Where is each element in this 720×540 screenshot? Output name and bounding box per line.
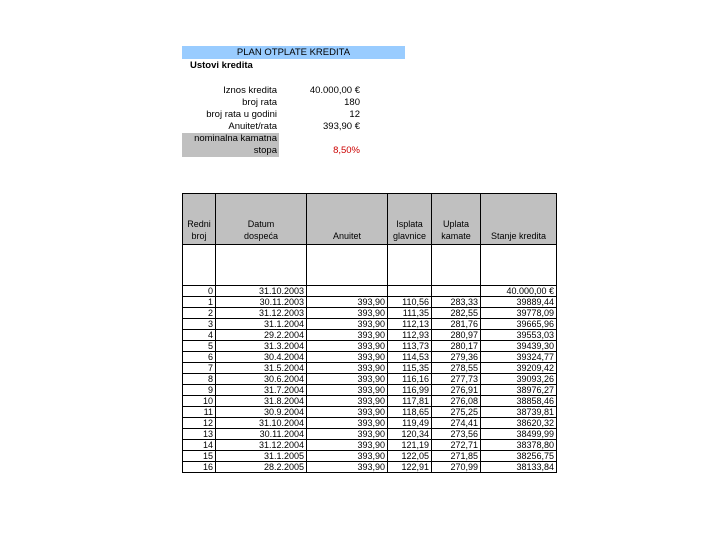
table-cell: 7	[183, 363, 216, 374]
table-cell: 393,90	[307, 462, 388, 473]
table-cell: 38256,75	[481, 451, 557, 462]
table-cell: 15	[183, 451, 216, 462]
table-row	[183, 385, 557, 396]
table-cell: 279,36	[432, 352, 481, 363]
table-cell: 393,90	[307, 297, 388, 308]
table-cell: 393,90	[307, 374, 388, 385]
header-cell: Datum dospeća	[216, 194, 307, 245]
table-cell: 3	[183, 319, 216, 330]
table-cell: 38858,46	[481, 396, 557, 407]
param-value: 393,90 €	[323, 121, 360, 132]
header-cell: Anuitet	[307, 194, 388, 245]
table-cell: 120,34	[388, 429, 432, 440]
param-value: 180	[344, 97, 360, 108]
header-cell: Stanje kredita	[481, 194, 557, 245]
table-cell: 30.4.2004	[216, 352, 307, 363]
table-cell: 31.5.2004	[216, 363, 307, 374]
table-cell: 38499,99	[481, 429, 557, 440]
table-cell: 118,65	[388, 407, 432, 418]
table-cell: 283,33	[432, 297, 481, 308]
table-cell	[388, 286, 432, 297]
table-cell: 280,17	[432, 341, 481, 352]
table-cell: 4	[183, 330, 216, 341]
table-cell: 10	[183, 396, 216, 407]
table-cell: 13	[183, 429, 216, 440]
table-cell: 30.11.2003	[216, 297, 307, 308]
table-cell: 121,19	[388, 440, 432, 451]
table-cell: 0	[183, 286, 216, 297]
table-cell: 277,73	[432, 374, 481, 385]
table-cell: 276,08	[432, 396, 481, 407]
table-cell: 31.8.2004	[216, 396, 307, 407]
table-cell: 393,90	[307, 363, 388, 374]
table-cell: 280,97	[432, 330, 481, 341]
table-cell: 39778,09	[481, 308, 557, 319]
table-cell: 31.12.2003	[216, 308, 307, 319]
table-cell: 40.000,00 €	[481, 286, 557, 297]
param-label: Iznos kredita	[223, 85, 277, 96]
table-cell: 38378,80	[481, 440, 557, 451]
table-row	[183, 352, 557, 363]
table-cell: 39553,03	[481, 330, 557, 341]
table-cell: 38620,32	[481, 418, 557, 429]
table-cell: 31.3.2004	[216, 341, 307, 352]
table-row	[183, 462, 557, 473]
table-cell: 117,81	[388, 396, 432, 407]
table-cell: 2	[183, 308, 216, 319]
table-cell: 31.1.2004	[216, 319, 307, 330]
table-cell: 119,49	[388, 418, 432, 429]
table-row	[183, 418, 557, 429]
table-row	[183, 451, 557, 462]
table-cell: 31.7.2004	[216, 385, 307, 396]
table-cell: 38739,81	[481, 407, 557, 418]
table-cell: 393,90	[307, 451, 388, 462]
rate-label-line2: stopa	[253, 145, 277, 156]
table-cell: 393,90	[307, 352, 388, 363]
table-cell: 114,53	[388, 352, 432, 363]
table-cell: 393,90	[307, 429, 388, 440]
table-cell: 39665,96	[481, 319, 557, 330]
param-value: 12	[349, 109, 360, 120]
table-cell: 274,41	[432, 418, 481, 429]
table-row	[183, 374, 557, 385]
table-cell: 393,90	[307, 385, 388, 396]
conditions-heading: Ustovi kredita	[190, 60, 253, 71]
table-cell: 8	[183, 374, 216, 385]
table-cell: 270,99	[432, 462, 481, 473]
table-cell: 29.2.2004	[216, 330, 307, 341]
table-cell: 393,90	[307, 308, 388, 319]
amortization-table	[182, 193, 557, 473]
table-cell: 39889,44	[481, 297, 557, 308]
table-cell: 39439,30	[481, 341, 557, 352]
param-value: 40.000,00 €	[309, 85, 360, 96]
table-cell: 116,16	[388, 374, 432, 385]
table-row	[183, 407, 557, 418]
table-cell: 39324,77	[481, 352, 557, 363]
table-cell: 1	[183, 297, 216, 308]
table-cell: 275,25	[432, 407, 481, 418]
table-cell: 14	[183, 440, 216, 451]
table-cell: 393,90	[307, 341, 388, 352]
table-row	[183, 286, 557, 297]
table-row	[183, 308, 557, 319]
table-cell: 276,91	[432, 385, 481, 396]
table-cell: 31.10.2003	[216, 286, 307, 297]
table-cell: 393,90	[307, 319, 388, 330]
table-cell: 9	[183, 385, 216, 396]
table-cell: 393,90	[307, 418, 388, 429]
table-row	[183, 396, 557, 407]
table-cell: 38133,84	[481, 462, 557, 473]
table-cell: 122,91	[388, 462, 432, 473]
header-cell: Redni broj	[183, 194, 216, 245]
table-row	[183, 297, 557, 308]
table-cell: 6	[183, 352, 216, 363]
table-cell	[307, 286, 388, 297]
rate-value: 8,50%	[333, 145, 360, 156]
table-cell: 16	[183, 462, 216, 473]
table-row	[183, 363, 557, 374]
table-cell: 112,13	[388, 319, 432, 330]
table-row	[183, 330, 557, 341]
table-row	[183, 429, 557, 440]
table-cell: 31.12.2004	[216, 440, 307, 451]
table-cell: 5	[183, 341, 216, 352]
table-cell: 282,55	[432, 308, 481, 319]
table-cell: 278,55	[432, 363, 481, 374]
table-cell: 38976,27	[481, 385, 557, 396]
table-cell: 31.10.2004	[216, 418, 307, 429]
plan-title: PLAN OTPLATE KREDITA	[182, 46, 405, 59]
table-cell: 272,71	[432, 440, 481, 451]
table-cell: 111,35	[388, 308, 432, 319]
table-cell: 116,99	[388, 385, 432, 396]
table-cell: 393,90	[307, 330, 388, 341]
rate-label-line1: nominalna kamatna	[194, 133, 277, 144]
param-label: broj rata	[242, 97, 277, 108]
table-cell: 110,56	[388, 297, 432, 308]
table-cell: 39093,26	[481, 374, 557, 385]
table-cell: 112,93	[388, 330, 432, 341]
table-cell: 271,85	[432, 451, 481, 462]
param-label: broj rata u godini	[206, 109, 277, 120]
table-cell: 273,56	[432, 429, 481, 440]
table-row	[183, 341, 557, 352]
header-cell: Uplata kamate	[432, 194, 481, 245]
table-cell: 28.2.2005	[216, 462, 307, 473]
table-cell: 281,76	[432, 319, 481, 330]
param-label: Anuitet/rata	[228, 121, 277, 132]
blank-row	[183, 245, 557, 286]
header-cell: Isplata glavnice	[388, 194, 432, 245]
table-cell: 12	[183, 418, 216, 429]
table-cell: 31.1.2005	[216, 451, 307, 462]
table-cell: 115,35	[388, 363, 432, 374]
table-cell: 113,73	[388, 341, 432, 352]
table-cell: 122,05	[388, 451, 432, 462]
table-row	[183, 440, 557, 451]
table-cell: 39209,42	[481, 363, 557, 374]
table-cell: 11	[183, 407, 216, 418]
table-cell: 30.11.2004	[216, 429, 307, 440]
table-cell: 393,90	[307, 440, 388, 451]
table-cell	[432, 286, 481, 297]
table-cell: 393,90	[307, 396, 388, 407]
table-cell: 393,90	[307, 407, 388, 418]
table-cell: 30.9.2004	[216, 407, 307, 418]
table-row	[183, 319, 557, 330]
table-cell: 30.6.2004	[216, 374, 307, 385]
